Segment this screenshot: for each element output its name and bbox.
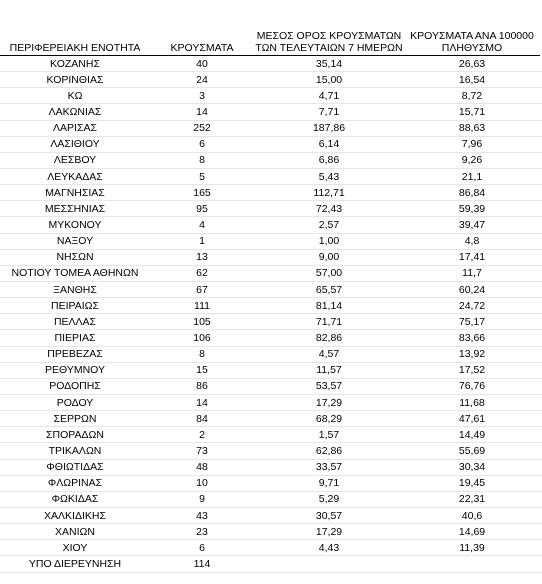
cell-7day-average: 72,43	[315, 202, 343, 215]
cell-region: ΤΡΙΚΑΛΩΝ	[48, 444, 102, 457]
cell-cases: 48	[196, 461, 208, 474]
cell-cases: 95	[196, 202, 208, 215]
cell-cases: 14	[196, 396, 208, 409]
header-7day-average: ΜΕΣΟΣ ΟΡΟΣ ΚΡΟΥΣΜΑΤΩΝ ΤΩΝ ΤΕΛΕΥΤΑΙΩΝ 7 ΗΜΕΡΩΝ	[255, 30, 403, 54]
cell-7day-average: 2,57	[318, 218, 340, 231]
cell-cases: 165	[193, 186, 211, 199]
cell-per-100k: 15,71	[458, 105, 486, 118]
cell-cases: 8	[199, 348, 205, 361]
table-row	[0, 556, 542, 572]
table-row	[0, 379, 542, 395]
cell-region: ΠΡΕΒΕΖΑΣ	[47, 348, 103, 361]
cell-7day-average: 35,14	[315, 57, 343, 70]
cell-per-100k: 7,96	[461, 138, 483, 151]
cell-cases: 9	[199, 493, 205, 506]
cell-per-100k: 11,68	[459, 396, 485, 409]
cell-7day-average: 112,71	[313, 186, 345, 199]
cell-region: ΧΑΛΚΙΔΙΚΗΣ	[44, 509, 106, 522]
cell-region: ΚΟΖΑΝΗΣ	[50, 57, 100, 70]
cell-region: ΛΑΚΩΝΙΑΣ	[48, 105, 102, 118]
cell-7day-average: 82,86	[315, 331, 343, 344]
cell-cases: 252	[193, 122, 211, 135]
cell-cases: 2	[199, 428, 205, 441]
cell-region: ΝΗΣΩΝ	[56, 251, 94, 264]
cell-region: ΣΠΟΡΑΔΩΝ	[46, 428, 104, 441]
cell-7day-average: 81,14	[315, 299, 343, 312]
cell-region: ΚΩ	[67, 89, 83, 102]
cell-cases: 14	[196, 105, 208, 118]
cell-cases: 10	[196, 477, 208, 490]
cell-7day-average: 71,71	[315, 315, 343, 328]
table-body	[0, 56, 542, 573]
cell-7day-average: 57,00	[315, 267, 343, 280]
cell-cases: 106	[193, 331, 211, 344]
table-row	[0, 508, 542, 524]
cell-7day-average: 30,57	[315, 509, 343, 522]
cell-per-100k: 76,76	[458, 380, 486, 393]
table-row	[0, 153, 542, 169]
cell-region: ΧΑΝΙΩΝ	[55, 525, 95, 538]
table-row	[0, 363, 542, 379]
header-cases-per-100k: ΚΡΟΥΣΜΑΤΑ ΑΝΑ 100000 ΠΛΗΘΥΣΜΟ	[410, 30, 534, 54]
cell-7day-average: 62,86	[315, 444, 343, 457]
cell-cases: 1	[199, 235, 205, 248]
cell-cases: 67	[196, 283, 208, 296]
cell-region: ΠΕΛΛΑΣ	[53, 315, 97, 328]
cell-cases: 43	[196, 509, 208, 522]
cell-region: ΜΥΚΟΝΟΥ	[48, 218, 102, 231]
cell-7day-average: 11,57	[316, 364, 342, 377]
cell-cases: 84	[196, 412, 208, 425]
cell-region: ΡΕΘΥΜΝΟΥ	[44, 364, 105, 377]
table-row	[0, 314, 542, 330]
cell-region: ΜΕΣΣΗΝΙΑΣ	[44, 202, 106, 215]
table-row	[0, 137, 542, 153]
cell-per-100k: 14,49	[458, 428, 486, 441]
table-row	[0, 250, 542, 266]
cell-cases: 4	[199, 218, 205, 231]
cell-per-100k: 16,54	[458, 73, 486, 86]
cell-7day-average: 17,29	[315, 396, 343, 409]
cell-7day-average: 17,29	[315, 525, 343, 538]
cell-region: ΝΟΤΙΟΥ ΤΟΜΕΑ ΑΘΗΝΩΝ	[11, 267, 139, 280]
cell-per-100k: 24,72	[458, 299, 486, 312]
cell-region: ΦΩΚΙΔΑΣ	[51, 493, 99, 506]
cell-7day-average: 187,86	[312, 122, 346, 135]
cell-7day-average: 7,71	[318, 105, 340, 118]
cell-region: ΣΕΡΡΩΝ	[53, 412, 97, 425]
cell-cases: 8	[199, 154, 205, 167]
table-row	[0, 347, 542, 363]
table-row	[0, 217, 542, 233]
cell-cases: 6	[199, 541, 205, 554]
table-row	[0, 298, 542, 314]
cell-7day-average: 53,57	[315, 380, 343, 393]
cell-7day-average: 33,57	[315, 461, 343, 474]
cell-7day-average: 5,43	[318, 170, 340, 183]
cell-7day-average: 15,00	[315, 73, 343, 86]
cell-region: ΛΑΣΙΘΙΟΥ	[50, 138, 100, 151]
cell-cases: 24	[196, 73, 208, 86]
table-row	[0, 476, 542, 492]
cell-per-100k: 21,1	[461, 170, 483, 183]
cell-per-100k: 11,39	[459, 541, 485, 554]
table-row	[0, 395, 542, 411]
table-row	[0, 234, 542, 250]
cell-per-100k: 86,84	[458, 186, 486, 199]
cell-cases: 73	[196, 444, 208, 457]
cell-7day-average: 4,71	[318, 89, 340, 102]
cell-cases: 3	[199, 89, 205, 102]
cell-per-100k: 19,45	[458, 477, 486, 490]
table-row	[0, 330, 542, 346]
table-row	[0, 88, 542, 104]
cell-region: ΦΘΙΩΤΙΔΑΣ	[46, 461, 104, 474]
cell-7day-average: 5,29	[318, 493, 340, 506]
cell-cases: 23	[196, 525, 208, 538]
table-row	[0, 282, 542, 298]
cell-cases: 86	[196, 380, 208, 393]
table-row	[0, 443, 542, 459]
table-row	[0, 201, 542, 217]
cell-per-100k: 26,63	[458, 57, 486, 70]
table-row	[0, 121, 542, 137]
cell-region: ΛΑΡΙΣΑΣ	[53, 122, 97, 135]
cell-per-100k: 83,66	[458, 331, 486, 344]
cell-cases: 5	[199, 170, 205, 183]
cell-7day-average: 1,57	[318, 428, 340, 441]
cell-per-100k: 60,24	[458, 283, 486, 296]
table-row	[0, 266, 542, 282]
cell-cases: 13	[196, 251, 208, 264]
table-row	[0, 169, 542, 185]
cell-per-100k: 11,7	[462, 267, 482, 280]
cell-region: ΚΟΡΙΝΘΙΑΣ	[46, 73, 104, 86]
cell-region: ΛΕΥΚΑΔΑΣ	[47, 170, 103, 183]
table-row	[0, 56, 542, 72]
table-row	[0, 540, 542, 556]
cell-per-100k: 17,41	[458, 251, 486, 264]
cell-7day-average: 6,86	[318, 154, 340, 167]
cell-per-100k: 14,69	[458, 525, 486, 538]
cell-per-100k: 17,52	[458, 364, 486, 377]
table-row	[0, 460, 542, 476]
cell-region: ΠΙΕΡΙΑΣ	[54, 331, 96, 344]
cell-region: ΠΕΙΡΑΙΩΣ	[51, 299, 99, 312]
table-row	[0, 104, 542, 120]
cell-per-100k: 59,39	[458, 202, 486, 215]
cell-cases: 62	[196, 267, 208, 280]
cell-7day-average: 9,00	[318, 251, 340, 264]
table-row	[0, 72, 542, 88]
cell-7day-average: 68,29	[315, 412, 343, 425]
cell-per-100k: 40,6	[461, 509, 483, 522]
cell-cases: 114	[193, 557, 211, 570]
table-row	[0, 492, 542, 508]
cell-per-100k: 9,26	[461, 154, 483, 167]
cell-per-100k: 22,31	[458, 493, 486, 506]
cell-cases: 105	[193, 315, 211, 328]
cell-per-100k: 47,61	[458, 412, 486, 425]
cell-cases: 40	[196, 57, 208, 70]
cell-region: ΡΟΔΟΥ	[56, 396, 94, 409]
cell-region: ΧΙΟΥ	[62, 541, 88, 554]
cell-7day-average: 9,71	[318, 477, 340, 490]
cell-7day-average: 1,00	[318, 235, 340, 248]
cell-region: ΞΑΝΘΗΣ	[53, 283, 97, 296]
cell-region: ΜΑΓΝΗΣΙΑΣ	[45, 186, 105, 199]
header-region: ΠΕΡΙΦΕΡΕΙΑΚΗ ΕΝΟΤΗΤΑ	[9, 42, 141, 54]
cell-region: ΦΛΩΡΙΝΑΣ	[47, 477, 103, 490]
cell-7day-average: 6,14	[318, 138, 340, 151]
cell-per-100k: 75,17	[458, 315, 486, 328]
cell-cases: 6	[199, 138, 205, 151]
cell-region: ΝΑΞΟΥ	[56, 235, 94, 248]
cell-7day-average: 65,57	[315, 283, 343, 296]
cell-per-100k: 4,8	[464, 235, 480, 248]
cell-cases: 15	[196, 364, 208, 377]
cell-region: ΡΟΔΟΠΗΣ	[49, 380, 101, 393]
cell-cases: 111	[194, 299, 210, 312]
cell-per-100k: 30,34	[458, 461, 486, 474]
table-row	[0, 185, 542, 201]
cell-region: ΛΕΣΒΟΥ	[53, 154, 97, 167]
table-row	[0, 524, 542, 540]
table-row	[0, 427, 542, 443]
cell-region: ΥΠΟ ΔΙΕΡΕΥΝΗΣΗ	[28, 557, 122, 570]
cell-7day-average: 4,43	[318, 541, 340, 554]
cell-per-100k: 88,63	[458, 122, 486, 135]
cell-per-100k: 55,69	[458, 444, 486, 457]
header-cases: ΚΡΟΥΣΜΑΤΑ	[170, 42, 234, 54]
cell-per-100k: 8,72	[461, 89, 483, 102]
cell-7day-average: 4,57	[318, 348, 340, 361]
cell-per-100k: 13,92	[458, 348, 486, 361]
table-header	[0, 12, 542, 54]
table-row	[0, 411, 542, 427]
cell-per-100k: 39,47	[458, 218, 486, 231]
